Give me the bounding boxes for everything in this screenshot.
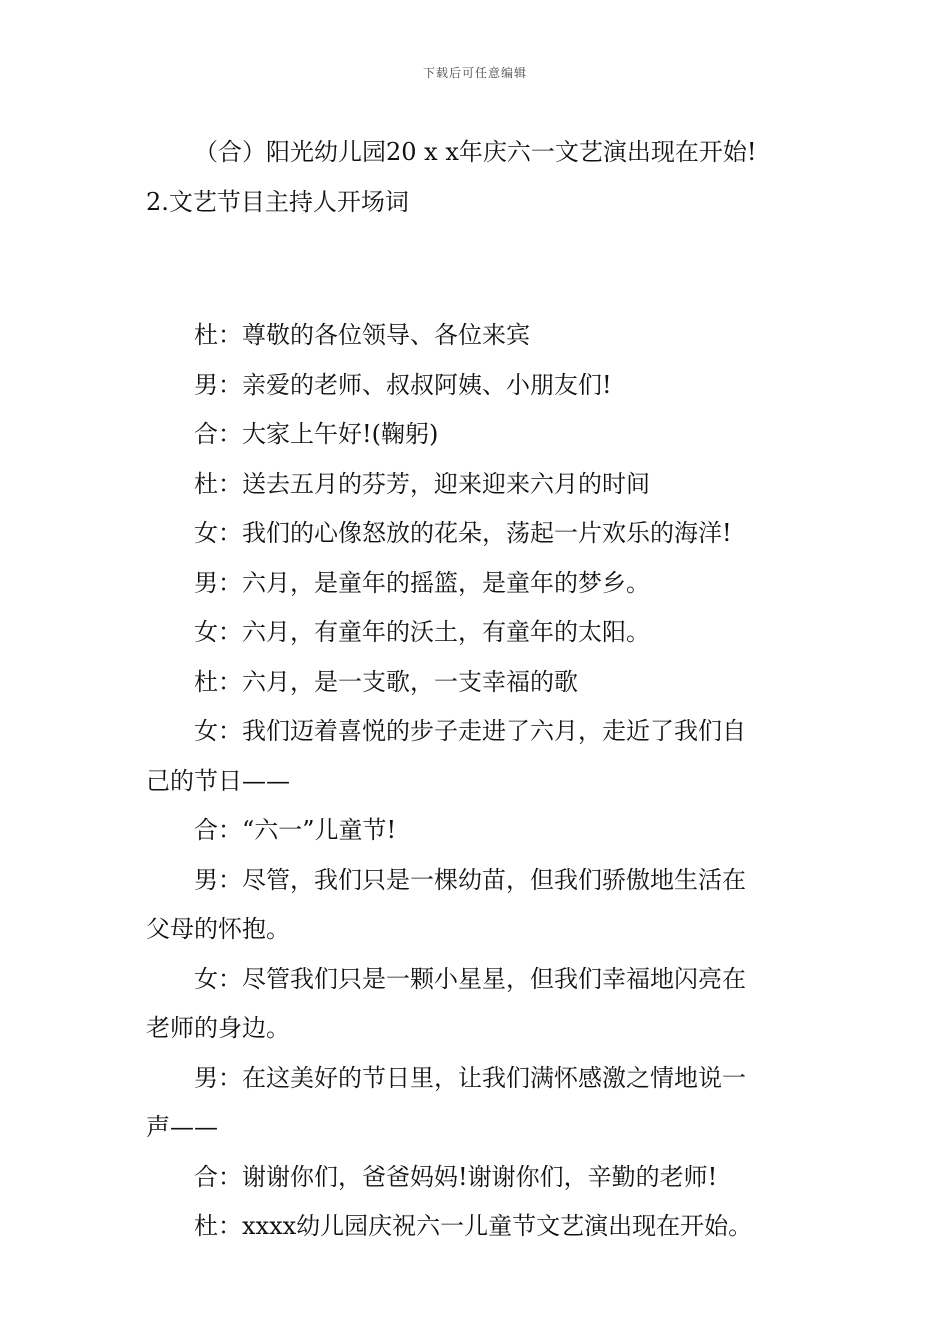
page-header: 下载后可任意编辑 [422, 66, 527, 80]
text-line: 合：“六一”儿童节! [194, 816, 397, 844]
text-line: 女：尽管我们只是一颗小星星，但我们幸福地闪亮在 [194, 964, 746, 993]
text-line: 声—— [146, 1113, 218, 1141]
text-line: 父母的怀抱。 [146, 915, 290, 943]
text-line: 杜：尊敬的各位领导、各位来宾 [194, 321, 530, 349]
text-line: 男：六月，是童年的摇篮，是童年的梦乡。 [194, 568, 650, 597]
text-line: 老师的身边。 [146, 1014, 290, 1042]
text-line: 合：谢谢你们，爸爸妈妈!谢谢你们，辛勤的老师! [194, 1162, 718, 1191]
text-line: 合：大家上午好!(鞠躬) [194, 420, 439, 448]
blank-line [146, 243, 808, 295]
text-line: 女：我们的心像怒放的花朵，荡起一片欢乐的海洋! [194, 519, 732, 547]
text-line: 男：亲爱的老师、叔叔阿姨、小朋友们! [194, 370, 612, 399]
text-line: （合）阳光幼儿园20 x x年庆六一文艺演出现在开始! [194, 138, 757, 166]
text-line: 男：尽管，我们只是一棵幼苗，但我们骄傲地生活在 [194, 865, 746, 894]
text-line: 杜：送去五月的芬芳，迎来迎来六月的时间 [194, 469, 650, 498]
text-line: 杜：xxxx幼儿园庆祝六一儿童节文艺演出现在开始。 [194, 1212, 753, 1240]
text-line: 女：我们迈着喜悦的步子走进了六月，走近了我们自 [194, 717, 746, 745]
text-line: 己的节日—— [146, 766, 290, 795]
text-line: 男：在这美好的节日里，让我们满怀感激之情地说一 [194, 1063, 746, 1092]
text-line: 2.文艺节目主持人开场词 [146, 187, 409, 216]
text-line: 杜：六月，是一支歌，一支幸福的歌 [194, 667, 578, 696]
document-body [146, 128, 808, 1252]
text-line: 女：六月，有童年的沃土，有童年的太阳。 [194, 618, 650, 646]
